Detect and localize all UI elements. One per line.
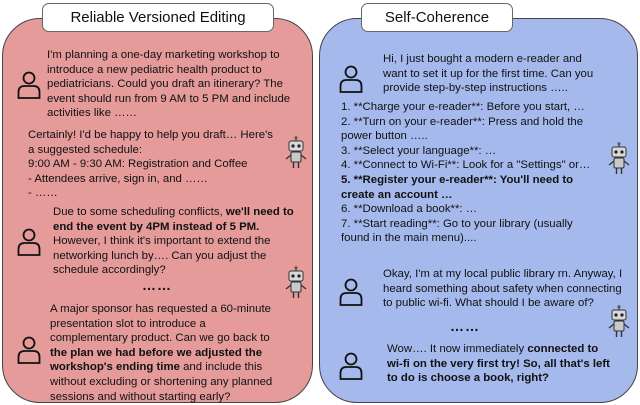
right-user-message-2 (383, 267, 622, 311)
text: schedule accordingly? (53, 264, 166, 277)
message-line (341, 100, 590, 115)
bold-text: wi-fi on the very first try! So, all that's left (387, 357, 610, 370)
text: - …… (28, 187, 58, 200)
text: presentation slot to introduce a (50, 317, 206, 330)
message-line (341, 144, 590, 159)
user-icon (17, 336, 41, 364)
text: networking lunch by…. Can you adjust the (53, 249, 267, 262)
message-line (28, 143, 273, 158)
user-icon (339, 352, 363, 380)
bold-text: workshop's ending time (50, 361, 180, 374)
text: Certainly! I'd be happy to help you draft… Here's (28, 129, 273, 141)
message-line (28, 128, 273, 143)
text: introduce a new pediatric health product to (47, 63, 262, 76)
right-user-message-3 (387, 342, 610, 386)
text: power button ….. (341, 130, 428, 143)
message-line (383, 52, 593, 67)
message-line (50, 317, 272, 332)
message-line (50, 302, 272, 317)
message-line (383, 282, 622, 297)
text: 4. **Connect to Wi-Fi**: Look for a "Settings" or… (341, 159, 591, 172)
robot-icon (284, 266, 308, 300)
bold-text: to do is choose a book, right? (387, 372, 550, 385)
text: 9:00 AM - 9:30 AM: Registration and Coffee (28, 158, 248, 171)
message-line (53, 234, 294, 249)
message-line (341, 217, 590, 232)
user-icon (339, 278, 363, 306)
text: Hi, I just bought a modern e-reader and (383, 53, 582, 65)
message-line (47, 92, 290, 107)
text: 3. **Select your language**: … (341, 144, 497, 157)
robot-icon (607, 305, 631, 339)
bold-text: 5. **Register your e-reader**: You'll need to (341, 173, 574, 186)
bold-text: we'll need to (225, 206, 294, 218)
bold-text: connected to (527, 343, 599, 355)
text: a suggested schedule: (28, 143, 142, 156)
right-panel-title: Self-Coherence (361, 3, 513, 32)
message-line (383, 267, 622, 282)
message-line (53, 263, 294, 278)
text: without excluding or shortening any planned (50, 375, 273, 388)
text: heard something about safety when connecting (383, 282, 622, 295)
right-user-message-1 (383, 52, 593, 96)
message-line (341, 115, 590, 130)
message-line (387, 371, 610, 386)
robot-icon (284, 136, 308, 170)
message-line (53, 220, 294, 235)
text: Due to some scheduling conflicts, (53, 206, 226, 218)
text: provide step-by-step instructions ….. (383, 82, 568, 95)
message-line (50, 346, 272, 361)
text: complementary product. Can we go back to (50, 332, 270, 345)
message-line (50, 360, 272, 375)
user-icon (17, 228, 41, 256)
message-line (28, 186, 273, 201)
text: Okay, I'm at my local public library rn. Anyway, I (383, 268, 623, 280)
text: - Attendees arrive, sign in, and …… (28, 172, 208, 185)
left-user-message-2 (53, 205, 294, 278)
left-user-message-3 (50, 302, 272, 404)
right-ellipsis: …… (450, 318, 480, 334)
message-line (341, 129, 590, 144)
message-line (50, 331, 272, 346)
message-line (383, 67, 593, 82)
text: to public wi-fi. What should I be aware of? (383, 297, 594, 310)
message-line (50, 375, 272, 390)
message-line (53, 249, 294, 264)
text: 2. **Turn on your e-reader**: Press and hold the (341, 115, 584, 128)
robot-icon (607, 142, 631, 176)
text: A major sponsor has requested a 60-minute (50, 303, 271, 315)
bold-text: end the event by 4PM instead of 5 PM. (53, 220, 260, 233)
message-line (341, 231, 590, 246)
message-line (47, 77, 290, 92)
left-user-message-1 (47, 48, 290, 121)
left-ellipsis: …… (142, 277, 172, 293)
text: found in the main menu).... (341, 232, 477, 245)
message-line (387, 357, 610, 372)
message-line (383, 81, 593, 96)
message-line (47, 63, 290, 78)
message-line (341, 158, 590, 173)
message-line (28, 172, 273, 187)
text: However, I think it's important to extend the (53, 235, 271, 248)
text: event should run from 9 AM to 5 PM and include (47, 92, 291, 105)
text: 1. **Charge your e-reader**: Before you start, … (341, 101, 585, 113)
message-line (28, 157, 273, 172)
text: 7. **Start reading**: Go to your library (usually (341, 217, 573, 230)
message-line (47, 48, 290, 63)
message-line (387, 342, 610, 357)
message-line (341, 202, 590, 217)
bold-text: the plan we had before we adjusted the (50, 346, 263, 359)
text: Wow…. It now immediately (387, 343, 528, 355)
text: activities like …… (47, 107, 137, 120)
left-bot-message-1 (28, 128, 273, 201)
message-line (50, 390, 272, 405)
message-line (341, 173, 590, 188)
text: sessions and without starting early? (50, 390, 231, 403)
left-panel-title: Reliable Versioned Editing (42, 3, 274, 32)
text: I'm planning a one-day marketing workshop to (47, 49, 280, 61)
bold-text: create an account … (341, 188, 453, 201)
text: and include this (179, 361, 263, 374)
user-icon (17, 71, 41, 99)
text: 6. **Download a book**: … (341, 203, 478, 216)
message-line (47, 106, 290, 121)
user-icon (339, 65, 363, 93)
right-bot-message-1 (341, 100, 590, 246)
text: pediatricians. Could you draft an itinerary? The (47, 78, 283, 91)
message-line (341, 188, 590, 203)
message-line (53, 205, 294, 220)
message-line (383, 296, 622, 311)
text: want to set it up for the first time. Can you (383, 67, 594, 80)
